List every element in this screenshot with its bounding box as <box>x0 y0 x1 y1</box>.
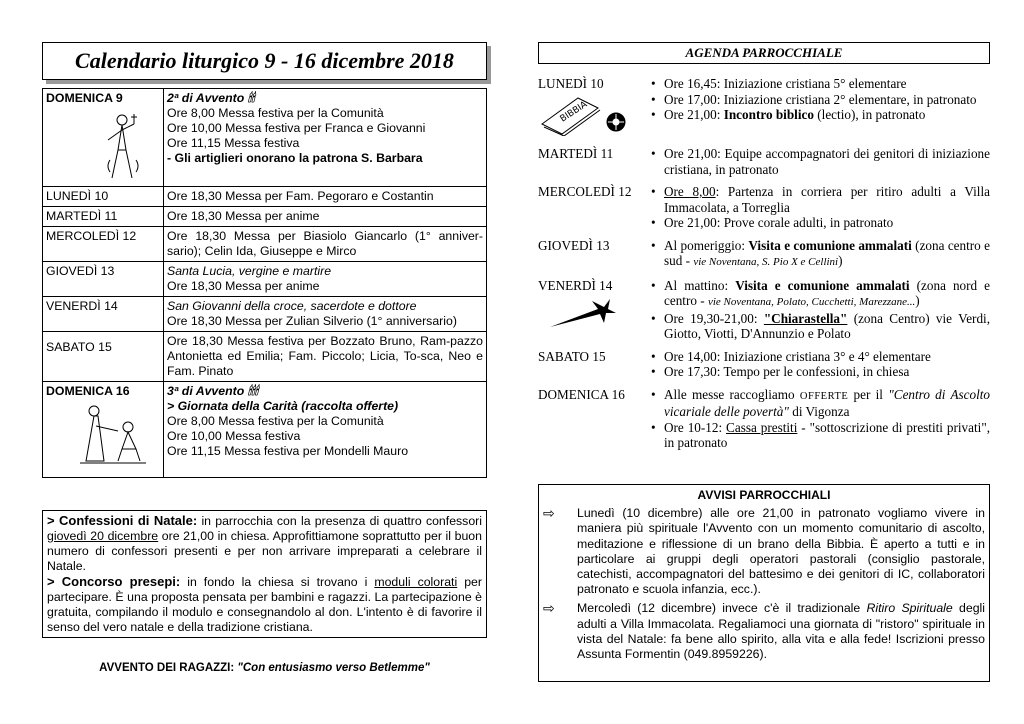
table-row: VENERDÌ 14 San Giovanni della croce, sacerdote e dottore Ore 18,30 Messa per Zulian Silverio (1° anniversario) <box>43 297 487 332</box>
table-row: SABATO 15 Ore 18,30 Messa festiva per Bozzato Bruno, Ram-pazzo Antonietta ed Emilia; Fam. Piccolo; Licia, To-sca, Neo e Fam. Pinato <box>43 332 487 382</box>
notes-box <box>42 510 487 638</box>
agenda-title: AGENDA PARROCCHIALE <box>538 42 990 64</box>
saint-illustration-icon <box>96 110 148 180</box>
avvisi-title: AVVISI PARROCCHIALI <box>697 488 831 502</box>
charity-illustration-icon <box>76 401 150 465</box>
svg-text:BIBBIA: BIBBIA <box>558 99 590 125</box>
liturgical-calendar-table <box>42 88 487 478</box>
agenda-row: DOMENICA 16 • Alle messe raccogliamo OFFERTE per il "Centro di Ascolto vicariale delle povertà" di Vigonza • Ore 10-12: Cassa prestiti - "sottoscrizione di prestiti privati", in patronato <box>538 387 990 451</box>
agenda-row: SABATO 15 • Ore 14,00: Iniziazione cristiana 3° e 4° elementare • Ore 17,30: Tempo per le confessioni, in chiesa <box>538 349 990 380</box>
agenda-row: LUNEDÌ 10 BIBBIA • Ore 16,45: Iniziazione cristiana 5° elementare • Ore 17,00: Iniziazione cristiana 2° elementare, in patronato • Ore 21,00: Incontro biblico (lectio), in patronato <box>538 76 990 139</box>
arrow-right-icon: ⇨ <box>543 505 555 522</box>
table-row: GIOVEDÌ 13 Santa Lucia, vergine e martire Ore 18,30 Messa per anime <box>43 262 487 297</box>
agenda-row: VENERDÌ 14 • Al mattino: Visita e comunione ammalati (zona nord e centro - vie Noventana, Polato, Cucchetti, Marezzane...) • Ore 19,30-21,00: "Chiarastella" (zona Centro) vie Verdi, Giotto, Viotti, D'Annunzio e Polato <box>538 278 990 342</box>
agenda-row: GIOVEDÌ 13 • Al pomeriggio: Visita e comunione ammalati (zona centro e sud - vie Noventana, S. Pio X e Cellini) <box>538 238 990 271</box>
table-row: DOMENICA 16 3ª di Avvento 🕯🕯🕯 > Giornata della Carità (raccolta offerte) Ore 8,00 Messa festiva per la Comunità Ore 10,00 Messa festiva Ore 11,15 Messa festiva per Mondelli Mauro <box>43 382 487 478</box>
arrow-right-icon: ⇨ <box>543 600 555 617</box>
events-cell: 2ª di Avvento 🕯🕯 Ore 8,00 Messa festiva per la Comunità Ore 10,00 Messa festiva per Franca e Giovanni Ore 11,15 Messa festiva - Gli artiglieri onorano la patrona S. Barbara <box>164 89 487 187</box>
confessioni-note: > Confessioni di Natale: in parrocchia con la presenza di quattro confessori giovedì 20 dicembre ore 21,00 in chiesa. Approfittiamone soprattutto per il buon numero di confessori presenti e per non arrivare impreparati a celebrare il Natale. <box>47 513 482 573</box>
agenda-list <box>538 76 990 458</box>
comet-star-icon <box>548 297 618 331</box>
agenda-row: MARTEDÌ 11 • Ore 21,00: Equipe accompagnatori dei genitori di iniziazione cristiana, in patronato <box>538 146 990 177</box>
table-row: MARTEDÌ 11 Ore 18,30 Messa per anime <box>43 207 487 227</box>
table-row: MERCOLEDÌ 12 Ore 18,30 Messa per Biasiolo Giancarlo (1° anniver-sario); Celin Ida, Giuseppe e Mirco <box>43 227 487 262</box>
table-row <box>43 89 487 187</box>
agenda-row: MERCOLEDÌ 12 • Ore 8,00: Partenza in corriera per ritiro adulti a Villa Immacolata, a Torreglia • Ore 21,00: Prove corale adulti, in patronato <box>538 184 990 231</box>
table-row: LUNEDÌ 10 Ore 18,30 Messa per Fam. Pegoraro e Costantin <box>43 187 487 207</box>
avvento-ragazzi-footer: AVVENTO DEI RAGAZZI: "Con entusiasmo verso Betlemme" <box>99 662 430 674</box>
bible-icon <box>538 94 630 136</box>
presepi-note: > Concorso presepi: in fondo la chiesa si trovano i moduli colorati per partecipare. È una proposta pensata per bambini e ragazzi. La partecipazione è gratuita, compilando il modulo e consegnandolo al don. L'intento è di favorire il senso del vero natale e della tradizione cristiana. <box>47 574 482 634</box>
avviso-item: ⇨ Mercoledì (12 dicembre) invece c'è il tradizionale Ritiro Spirituale degli adulti a Villa Immacolata. Regaliamoci una giornata di "ristoro" spirituale in vista del Natale: fa bene allo spirito, alla vita e alla fede! Iscrizioni presso Assunta Formentin (049.8959226). <box>543 600 985 662</box>
avviso-item: ⇨ Lunedì (10 dicembre) alle ore 21,00 in patronato vogliamo vivere in maniera più spirituale l'Avvento con un momento comunitario di ascolto, meditazione e riflessione di un brano della Bibbia. È aperto a tutti e in particolare ai gruppi degli operatori pastorali (consiglio pastorale, catechisti, accompagnatori del battesimo e dei genitori di IC, collaboratori patronato e scuola infanzia, ecc.). <box>543 505 985 597</box>
day-cell: DOMENICA 9 <box>43 89 164 187</box>
avvisi-box <box>538 484 990 682</box>
calendar-title: Calendario liturgico 9 - 16 dicembre 2018 <box>42 42 487 80</box>
